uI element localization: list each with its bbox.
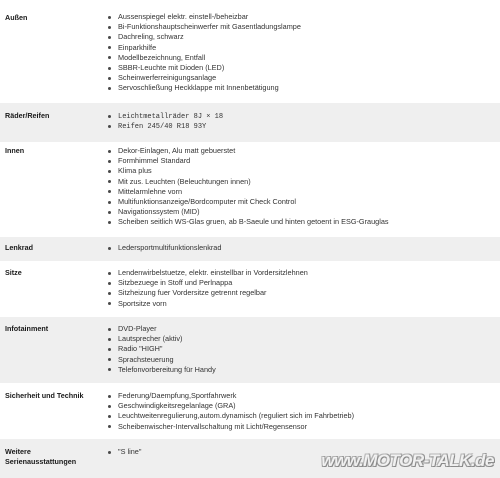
category-label: Außen (5, 13, 28, 22)
bullet-icon (108, 211, 111, 214)
bullet-icon (108, 405, 111, 408)
list-item: Einparkhilfe (108, 43, 496, 53)
category-label: Räder/Reifen (5, 111, 50, 120)
bullet-icon (108, 451, 111, 454)
list-item: Modellbezeichnung, Entfall (108, 53, 496, 63)
bullet-icon (108, 247, 111, 250)
list-item: Sprachsteuerung (108, 355, 496, 365)
bullet-icon (108, 87, 111, 90)
item-list (108, 268, 496, 309)
bullet-icon (108, 67, 111, 70)
bullet-icon (108, 190, 111, 193)
category-label: Infotainment (5, 324, 49, 333)
section-sitze (0, 261, 500, 317)
list-item: Ledersportmultifunktionslenkrad (108, 243, 496, 253)
list-item: Navigationssystem (MID) (108, 207, 496, 217)
list-item: Scheiben seitlich WS-Glas gruen, ab B-Saeule und hinten getoent in ESG-Grauglas (108, 217, 496, 227)
bullet-icon (108, 150, 111, 153)
list-item: Leuchtweitenregulierung,autom.dynamisch (reguliert sich im Fahrbetrieb) (108, 411, 496, 421)
bullet-icon (108, 282, 111, 285)
list-item: Sitzheizung fuer Vordersitze getrennt regelbar (108, 288, 496, 298)
item-list (108, 243, 496, 253)
item-list (108, 324, 496, 375)
bullet-icon (108, 338, 111, 341)
bullet-icon (108, 395, 111, 398)
list-item: Scheinwerferreinigungsanlage (108, 73, 496, 83)
bullet-icon (108, 56, 111, 59)
section-lenkrad (0, 237, 500, 261)
list-item: Lautsprecher (aktiv) (108, 334, 496, 344)
category-label: Sitze (5, 268, 22, 277)
bullet-icon (108, 26, 111, 29)
bullet-icon (108, 415, 111, 418)
bullet-icon (108, 16, 111, 19)
list-item: Dachreling, schwarz (108, 32, 496, 42)
bullet-icon (108, 368, 111, 371)
section-aussen (0, 0, 500, 103)
list-item: SBBR-Leuchte mit Dioden (LED) (108, 63, 496, 73)
item-list (108, 391, 496, 432)
watermark: www.MOTOR-TALK.de (321, 451, 494, 470)
section-infotainment (0, 317, 500, 383)
bullet-icon (108, 170, 111, 173)
list-item: Lendenwirbelstuetze, elektr. einstellbar in Vordersitzlehnen (108, 268, 496, 278)
item-list (108, 12, 496, 94)
bullet-icon (108, 160, 111, 163)
list-item: Scheibenwischer-Intervallschaltung mit Licht/Regensensor (108, 422, 496, 432)
list-item: Leichtmetallräder 8J × 18 (108, 111, 496, 121)
item-list (108, 146, 496, 228)
section-raeder-reifen (0, 103, 500, 142)
bullet-icon (108, 292, 111, 295)
section-innen (0, 142, 500, 237)
bullet-icon (108, 302, 111, 305)
list-item: Dekor-Einlagen, Alu matt gebuerstet (108, 146, 496, 156)
category-label: Sicherheit und Technik (5, 391, 84, 400)
item-list (108, 111, 496, 131)
bullet-icon (108, 125, 111, 128)
list-item: "S line" (108, 447, 496, 457)
list-item: Servoschließung Heckklappe mit Innenbetätigung (108, 83, 496, 93)
category-label: Innen (5, 146, 25, 155)
bullet-icon (108, 272, 111, 275)
list-item: Bi-Funktionshauptscheinwerfer mit Gasentladungslampe (108, 22, 496, 32)
list-item: Sitzbezuege in Stoff und Perlnappa (108, 278, 496, 288)
bullet-icon (108, 328, 111, 331)
category-label: Lenkrad (5, 243, 33, 252)
list-item: Telefonvorbereitung für Handy (108, 365, 496, 375)
list-item: Aussenspiegel elektr. einstell-/beheizbar (108, 12, 496, 22)
category-label: Weitere Serienausstattungen (5, 447, 77, 466)
list-item: Geschwindigkeitsregelanlage (GRA) (108, 401, 496, 411)
bullet-icon (108, 221, 111, 224)
list-item: Mit zus. Leuchten (Beleuchtungen innen) (108, 177, 496, 187)
list-item: Mittelarmlehne vorn (108, 187, 496, 197)
bullet-icon (108, 425, 111, 428)
list-item: Formhimmel Standard (108, 156, 496, 166)
bullet-icon (108, 36, 111, 39)
bullet-icon (108, 180, 111, 183)
bullet-icon (108, 46, 111, 49)
list-item: Klima plus (108, 166, 496, 176)
list-item: Sportsitze vorn (108, 299, 496, 309)
bullet-icon (108, 77, 111, 80)
section-sicherheit-technik (0, 383, 500, 439)
bullet-icon (108, 115, 111, 118)
bullet-icon (108, 358, 111, 361)
list-item: Radio "HIGH" (108, 344, 496, 354)
list-item: Multifunktionsanzeige/Bordcomputer mit Check Control (108, 197, 496, 207)
list-item: DVD-Player (108, 324, 496, 334)
list-item: Reifen 245/40 R18 93Y (108, 121, 496, 131)
bullet-icon (108, 201, 111, 204)
list-item: Federung/Daempfung,Sportfahrwerk (108, 391, 496, 401)
bullet-icon (108, 348, 111, 351)
